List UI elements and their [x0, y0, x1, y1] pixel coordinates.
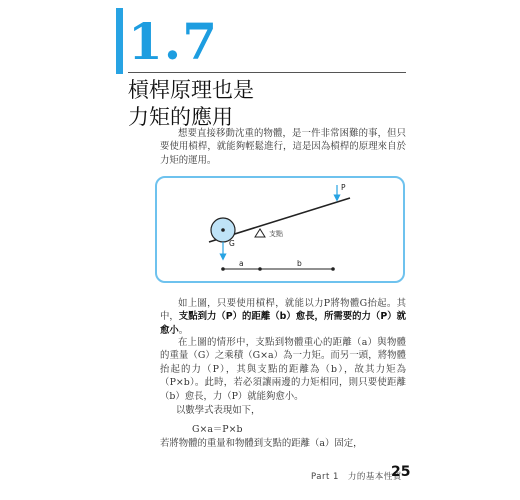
label-b: b: [297, 259, 302, 268]
heading-rule: [128, 72, 406, 73]
label-fulcrum: 支點: [269, 230, 283, 238]
paragraph-3: 在上圖的情形中，支點到物體重心的距離（a）與物體的重量（G）之乘積（G×a）為一力矩。而另一頭，將物體抬起的力（P），其與支點的距離為（b），故其力矩為（P×b）。此時，若必須讓兩邊的力矩相同，則只要使距離（b）愈長，力（P）就能夠愈小。: [160, 337, 406, 402]
lever-svg: [157, 178, 403, 281]
footer-part-label: Part 1 力的基本性質: [311, 472, 402, 482]
distance-point-fulcrum: [258, 267, 262, 271]
paragraph-2-prefix: 如上圖，只要使用槓桿，就能以力P將物體G抬起。其中，: [160, 298, 406, 323]
paragraph-2-suffix: 。: [178, 324, 189, 336]
paragraph-4: 以數學式表現如下，: [176, 405, 261, 416]
distance-point-force: [331, 267, 335, 271]
label-p: P: [341, 183, 346, 192]
lever-diagram: [155, 176, 405, 283]
section-title-line2: 力矩的應用: [128, 105, 233, 129]
section-title: [128, 77, 254, 131]
distance-point-load: [221, 267, 225, 271]
label-a: a: [239, 259, 244, 268]
section-number: 1.7: [128, 12, 218, 71]
paragraph-2: [160, 297, 406, 337]
load-center-dot: [221, 228, 225, 232]
fulcrum-triangle: [255, 229, 265, 237]
page-number: 25: [391, 464, 411, 480]
paragraph-2-emphasis: 支點到力（P）的距離（b）愈長，所需要的力（P）就愈小: [160, 311, 406, 336]
section-accent-bar: [116, 8, 123, 74]
intro-paragraph: 想要直接移動沈重的物體，是一件非常困難的事，但只要使用槓桿，就能夠輕鬆進行，這是因為槓桿的原理來自於力矩的運用。: [160, 128, 406, 166]
formula: G×a＝P×b: [192, 424, 243, 435]
paragraph-5: 若將物體的重量和物體到支點的距離（a）固定，: [160, 438, 363, 449]
section-title-line1: 槓桿原理也是: [128, 78, 254, 102]
label-g: G: [229, 239, 235, 248]
